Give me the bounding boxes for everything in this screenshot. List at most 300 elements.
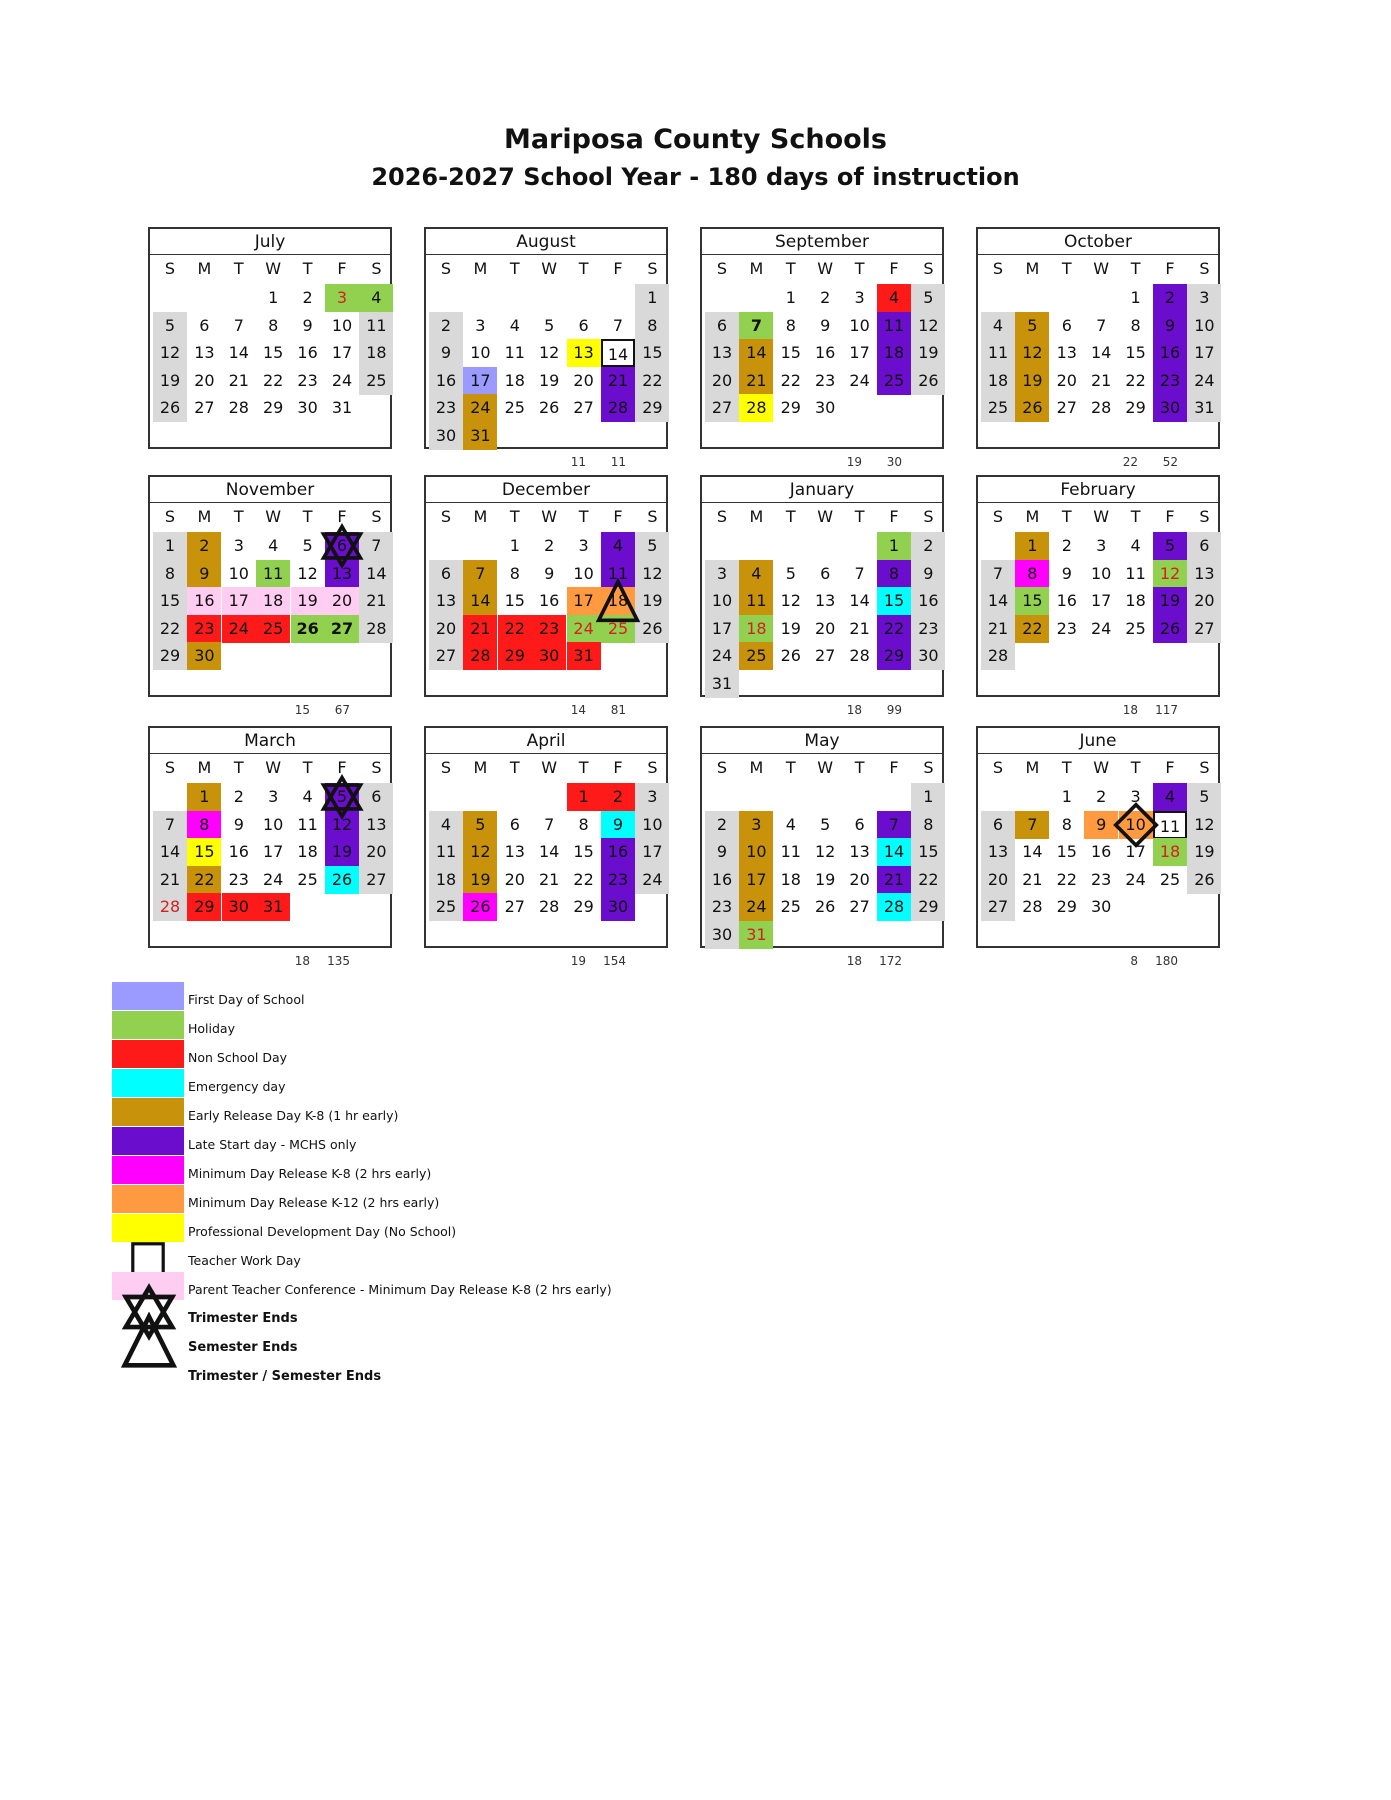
calendar-day: 20 xyxy=(1187,587,1221,615)
cumulative-instruction-days: 30 xyxy=(886,455,902,469)
calendar-day: 6 xyxy=(325,532,359,560)
calendar-day: 16 xyxy=(187,587,221,615)
calendar-day: 5 xyxy=(153,312,187,340)
calendar-day: 1 xyxy=(1061,787,1072,806)
month-name: March xyxy=(150,728,390,754)
month-june xyxy=(976,726,1220,948)
calendar-day: 5 xyxy=(544,315,555,335)
legend-swatch xyxy=(112,982,184,1010)
calendar-day: 7 xyxy=(544,814,555,834)
calendar-day: 22 xyxy=(911,866,945,894)
calendar-day: 7 xyxy=(153,811,187,839)
calendar-day: 22 xyxy=(780,370,801,390)
legend-swatch xyxy=(112,1098,184,1126)
weekday-header: F xyxy=(337,758,347,777)
calendar-day: 24 xyxy=(222,615,256,643)
weekday-header: S xyxy=(647,259,658,278)
calendar-day: 26 xyxy=(635,615,669,643)
calendar-day: 20 xyxy=(325,587,359,615)
calendar-day: 22 xyxy=(573,869,594,889)
calendar-day: 2 xyxy=(911,532,945,560)
weekday-header: S xyxy=(716,507,728,526)
calendar-day: 26 xyxy=(325,866,359,894)
calendar-day: 2 xyxy=(820,288,831,307)
calendar-day: 20 xyxy=(429,615,463,643)
weekday-header: T xyxy=(785,259,796,278)
calendar-day: 3 xyxy=(1187,284,1221,312)
calendar-day: 8 xyxy=(1061,814,1072,834)
calendar-day: 5 xyxy=(911,284,945,312)
calendar-day: 31 xyxy=(331,398,353,418)
weekday-header: M xyxy=(473,507,488,526)
month-november xyxy=(148,475,392,697)
calendar-day: 23 xyxy=(429,394,463,422)
calendar-day: 13 xyxy=(849,842,870,862)
month-instruction-days: 19 xyxy=(846,455,862,469)
calendar-day: 23 xyxy=(187,615,221,643)
calendar-day: 6 xyxy=(820,563,831,583)
calendar-day: 16 xyxy=(815,343,836,363)
calendar-day: 25 xyxy=(1159,869,1181,889)
cumulative-instruction-days: 81 xyxy=(610,703,626,717)
calendar-day: 30 xyxy=(1091,897,1112,917)
calendar-day: 17 xyxy=(1091,591,1112,611)
calendar-day: 23 xyxy=(911,615,945,643)
calendar-day: 6 xyxy=(705,312,739,340)
weekday-header: T xyxy=(578,758,589,777)
calendar-day: 2 xyxy=(544,536,555,555)
calendar-day: 28 xyxy=(1022,897,1043,917)
weekday-header: M xyxy=(1025,758,1040,777)
weekday-header: M xyxy=(197,259,212,278)
weekday-header: T xyxy=(509,758,520,777)
calendar-day: 8 xyxy=(153,560,187,588)
calendar-day: 3 xyxy=(1096,536,1107,555)
calendar-day: 4 xyxy=(268,536,279,555)
calendar-day: 28 xyxy=(153,893,187,921)
calendar-day: 15 xyxy=(877,587,911,615)
calendar-day: 18 xyxy=(504,370,525,390)
calendar-day: 24 xyxy=(567,615,601,643)
calendar-day: 17 xyxy=(1187,339,1221,367)
calendar-day: 27 xyxy=(325,615,359,643)
calendar-day: 3 xyxy=(1130,787,1141,806)
calendar-day: 26 xyxy=(463,893,497,921)
calendar-day: 3 xyxy=(578,536,589,555)
calendar-day: 27 xyxy=(981,893,1015,921)
calendar-day: 8 xyxy=(1015,560,1049,588)
calendar-day: 29 xyxy=(153,642,187,670)
weekday-header: T xyxy=(302,758,313,777)
calendar-day: 25 xyxy=(1125,618,1146,638)
calendar-day: 28 xyxy=(539,897,560,917)
calendar-day: 1 xyxy=(567,783,601,811)
weekday-header: S xyxy=(371,507,382,526)
calendar-day: 20 xyxy=(504,869,525,889)
legend-label: Minimum Day Release K-12 (2 hrs early) xyxy=(188,1195,440,1210)
calendar-day: 24 xyxy=(331,370,353,390)
calendar-day: 1 xyxy=(509,536,520,555)
calendar-day: 4 xyxy=(739,560,773,588)
calendar-day: 10 xyxy=(739,838,773,866)
calendar-day: 2 xyxy=(705,811,739,839)
calendar-day: 9 xyxy=(1061,563,1072,583)
calendar-day: 29 xyxy=(263,398,284,418)
calendar-day: 30 xyxy=(705,921,739,949)
weekday-header: W xyxy=(541,259,558,278)
calendar-day: 5 xyxy=(635,532,669,560)
calendar-day: 17 xyxy=(463,367,497,395)
calendar-day: 4 xyxy=(429,811,463,839)
weekday-header: S xyxy=(440,507,452,526)
calendar-day: 10 xyxy=(573,563,594,583)
month-january xyxy=(700,475,944,697)
calendar-day: 30 xyxy=(815,398,836,418)
calendar-day: 13 xyxy=(1187,560,1221,588)
calendar-day: 11 xyxy=(739,587,773,615)
weekday-header: S xyxy=(992,259,1004,278)
calendar-day: 13 xyxy=(359,811,393,839)
cumulative-instruction-days: 180 xyxy=(1155,954,1178,968)
calendar-day: 7 xyxy=(1015,811,1049,839)
weekday-header: T xyxy=(233,259,244,278)
calendar-day: 25 xyxy=(504,398,525,418)
weekday-header: F xyxy=(1165,507,1175,526)
weekday-header: W xyxy=(265,259,282,278)
month-instruction-days: 14 xyxy=(570,703,586,717)
calendar-day: 10 xyxy=(1119,811,1153,839)
calendar-day: 11 xyxy=(504,343,525,363)
calendar-day: 14 xyxy=(981,587,1015,615)
calendar-day: 9 xyxy=(601,811,635,839)
calendar-day: 24 xyxy=(463,394,497,422)
weekday-header: M xyxy=(197,758,212,777)
calendar-day: 28 xyxy=(463,642,497,670)
calendar-day: 27 xyxy=(1187,615,1221,643)
legend-label: First Day of School xyxy=(188,992,305,1007)
calendar-day: 16 xyxy=(297,343,318,363)
weekday-header: F xyxy=(613,758,623,777)
calendar-day: 7 xyxy=(981,560,1015,588)
weekday-header: W xyxy=(1093,507,1110,526)
calendar-day: 12 xyxy=(1187,811,1221,839)
calendar-day: 9 xyxy=(429,339,463,367)
legend-label: Minimum Day Release K-8 (2 hrs early) xyxy=(188,1166,432,1181)
calendar-day: 25 xyxy=(780,897,801,917)
calendar-day: 1 xyxy=(1130,288,1141,307)
legend-label: Early Release Day K-8 (1 hr early) xyxy=(188,1108,399,1123)
calendar-day: 24 xyxy=(705,642,739,670)
calendar-day: 11 xyxy=(1125,563,1146,583)
weekday-header: W xyxy=(817,507,834,526)
weekday-header: F xyxy=(889,259,899,278)
calendar-day: 21 xyxy=(981,615,1015,643)
calendar-day: 29 xyxy=(187,893,221,921)
calendar-day: 18 xyxy=(429,866,463,894)
calendar-day: 28 xyxy=(359,615,393,643)
calendar-day: 9 xyxy=(1153,312,1187,340)
calendar-day: 18 xyxy=(780,869,801,889)
calendar-day: 2 xyxy=(233,787,244,806)
weekday-header: T xyxy=(1130,259,1141,278)
weekday-header: F xyxy=(889,758,899,777)
legend-label: Holiday xyxy=(188,1021,235,1036)
cumulative-instruction-days: 117 xyxy=(1155,703,1178,717)
calendar-day: 6 xyxy=(199,315,210,335)
calendar-day: 10 xyxy=(635,811,669,839)
calendar-day: 27 xyxy=(504,897,525,917)
weekday-header: F xyxy=(889,507,899,526)
calendar-day: 6 xyxy=(578,315,589,335)
calendar-day: 19 xyxy=(539,370,560,390)
calendar-day: 9 xyxy=(302,315,313,335)
calendar-day: 24 xyxy=(635,866,669,894)
calendar-day: 12 xyxy=(635,560,669,588)
calendar-day: 22 xyxy=(635,367,669,395)
calendar-day: 17 xyxy=(849,343,870,363)
weekday-header: M xyxy=(1025,259,1040,278)
calendar-day: 1 xyxy=(635,284,669,312)
semester-end-icon xyxy=(120,1312,178,1370)
cumulative-instruction-days: 135 xyxy=(327,954,350,968)
calendar-day: 10 xyxy=(1187,312,1221,340)
calendar-day: 14 xyxy=(849,591,870,611)
calendar-day: 15 xyxy=(187,838,221,866)
month-name: September xyxy=(702,229,942,255)
weekday-header: S xyxy=(1199,507,1210,526)
calendar-day: 15 xyxy=(635,339,669,367)
calendar-day: 21 xyxy=(463,615,497,643)
calendar-day: 28 xyxy=(849,646,870,666)
calendar-day: 4 xyxy=(877,284,911,312)
calendar-day: 3 xyxy=(268,787,279,806)
calendar-day: 25 xyxy=(601,615,635,643)
legend-label: Trimester / Semester Ends xyxy=(188,1369,382,1384)
weekday-header: W xyxy=(541,507,558,526)
calendar-day: 9 xyxy=(187,560,221,588)
calendar-day: 20 xyxy=(705,367,739,395)
calendar-day: 20 xyxy=(849,869,870,889)
weekday-header: M xyxy=(1025,507,1040,526)
calendar-day: 16 xyxy=(601,838,635,866)
calendar-day: 29 xyxy=(877,642,911,670)
calendar-day: 4 xyxy=(601,532,635,560)
weekday-header: M xyxy=(749,507,764,526)
calendar-day: 12 xyxy=(1015,339,1049,367)
calendar-day: 26 xyxy=(815,897,836,917)
calendar-day: 23 xyxy=(1091,869,1112,889)
month-name: January xyxy=(702,477,942,503)
calendar-day: 16 xyxy=(1091,842,1112,862)
weekday-header: T xyxy=(854,259,865,278)
calendar-day: 1 xyxy=(877,532,911,560)
calendar-day: 19 xyxy=(815,869,836,889)
calendar-day: 6 xyxy=(854,814,865,834)
calendar-day: 16 xyxy=(911,587,945,615)
weekday-header: T xyxy=(785,758,796,777)
calendar-day: 11 xyxy=(981,339,1015,367)
calendar-day: 10 xyxy=(263,814,284,834)
legend-label: Parent Teacher Conference - Minimum Day Release K-8 (2 hrs early) xyxy=(188,1282,612,1297)
calendar-day: 25 xyxy=(739,642,773,670)
calendar-day: 14 xyxy=(877,838,911,866)
calendar-day: 9 xyxy=(820,315,831,335)
weekday-header: T xyxy=(578,259,589,278)
legend-swatch xyxy=(112,1156,184,1184)
calendar-day: 14 xyxy=(601,339,635,367)
calendar-day: 5 xyxy=(1153,532,1187,560)
calendar-day: 20 xyxy=(194,370,215,390)
weekday-header: S xyxy=(647,507,658,526)
calendar-day: 31 xyxy=(567,642,601,670)
calendar-day: 2 xyxy=(1096,787,1107,806)
calendar-day: 6 xyxy=(429,560,463,588)
calendar-day: 24 xyxy=(1125,869,1146,889)
calendar-day: 18 xyxy=(981,367,1015,395)
calendar-day: 18 xyxy=(739,615,773,643)
calendar-day: 2 xyxy=(187,532,221,560)
calendar-day: 28 xyxy=(1091,398,1112,418)
calendar-day: 11 xyxy=(256,560,290,588)
cumulative-instruction-days: 67 xyxy=(334,703,350,717)
month-july xyxy=(148,227,392,449)
calendar-day: 13 xyxy=(815,591,836,611)
calendar-day: 5 xyxy=(1015,312,1049,340)
calendar-day: 16 xyxy=(228,842,249,862)
calendar-day: 29 xyxy=(1056,897,1077,917)
calendar-day: 11 xyxy=(1153,811,1187,839)
calendar-day: 24 xyxy=(1187,367,1221,395)
calendar-day: 5 xyxy=(785,563,796,583)
weekday-header: S xyxy=(992,758,1004,777)
calendar-day: 17 xyxy=(263,842,284,862)
month-name: December xyxy=(426,477,666,503)
calendar-day: 20 xyxy=(573,370,594,390)
calendar-day: 21 xyxy=(359,587,393,615)
weekday-header: W xyxy=(541,758,558,777)
calendar-day: 15 xyxy=(573,842,594,862)
calendar-day: 31 xyxy=(1187,394,1221,422)
calendar-day: 17 xyxy=(739,866,773,894)
calendar-day: 8 xyxy=(785,315,796,335)
weekday-header: M xyxy=(749,758,764,777)
calendar-day: 21 xyxy=(153,866,187,894)
weekday-header: S xyxy=(440,758,452,777)
weekday-header: T xyxy=(1061,259,1072,278)
calendar-day: 13 xyxy=(1056,343,1077,363)
calendar-day: 28 xyxy=(601,394,635,422)
calendar-day: 19 xyxy=(1153,587,1187,615)
calendar-day: 27 xyxy=(815,646,836,666)
calendar-day: 5 xyxy=(463,811,497,839)
calendar-day: 7 xyxy=(463,560,497,588)
month-instruction-days: 19 xyxy=(570,954,586,968)
calendar-day: 23 xyxy=(532,615,566,643)
calendar-day: 21 xyxy=(1091,370,1112,390)
calendar-day: 14 xyxy=(739,339,773,367)
weekday-header: S xyxy=(371,758,382,777)
calendar-day: 3 xyxy=(475,315,486,335)
weekday-header: M xyxy=(473,259,488,278)
calendar-day: 23 xyxy=(1056,618,1077,638)
calendar-day: 30 xyxy=(429,422,463,450)
weekday-header: W xyxy=(817,259,834,278)
weekday-header: M xyxy=(197,507,212,526)
calendar-day: 8 xyxy=(187,811,221,839)
month-instruction-days: 8 xyxy=(1130,954,1138,968)
calendar-day: 23 xyxy=(705,893,739,921)
calendar-day: 13 xyxy=(504,842,525,862)
calendar-day: 3 xyxy=(233,536,244,555)
calendar-day: 12 xyxy=(911,312,945,340)
calendar-day: 11 xyxy=(601,560,635,588)
calendar-day: 25 xyxy=(981,394,1015,422)
weekday-header: S xyxy=(716,259,728,278)
legend-swatch xyxy=(112,1040,184,1068)
calendar-day: 12 xyxy=(463,838,497,866)
calendar-day: 30 xyxy=(1153,394,1187,422)
calendar-day: 19 xyxy=(1015,367,1049,395)
calendar-day: 26 xyxy=(911,367,945,395)
legend-label: Trimester Ends xyxy=(188,1311,298,1326)
weekday-header: T xyxy=(302,259,313,278)
month-may xyxy=(700,726,944,948)
calendar-day: 27 xyxy=(849,897,870,917)
calendar-day: 8 xyxy=(268,315,279,335)
weekday-header: S xyxy=(440,259,452,278)
weekday-header: F xyxy=(1165,259,1175,278)
legend-label: Semester Ends xyxy=(188,1340,298,1355)
calendar-day: 14 xyxy=(1022,842,1043,862)
calendar-day: 19 xyxy=(325,838,359,866)
weekday-header: F xyxy=(613,507,623,526)
calendar-day: 13 xyxy=(325,560,359,588)
weekday-header: T xyxy=(854,758,865,777)
month-name: May xyxy=(702,728,942,754)
calendar-day: 25 xyxy=(877,367,911,395)
month-march xyxy=(148,726,392,948)
weekday-header: S xyxy=(1199,259,1210,278)
month-august xyxy=(424,227,668,449)
calendar-day: 14 xyxy=(153,838,187,866)
calendar-day: 29 xyxy=(911,893,945,921)
weekday-header: S xyxy=(647,758,658,777)
month-february xyxy=(976,475,1220,697)
page-title: Mariposa County Schools xyxy=(503,124,888,155)
calendar-day: 6 xyxy=(981,811,1015,839)
calendar-day: 10 xyxy=(228,563,249,583)
weekday-header: F xyxy=(337,507,347,526)
calendar-day: 22 xyxy=(187,866,221,894)
page-subtitle: 2026-2027 School Year - 180 days of instruction xyxy=(371,163,1020,191)
calendar-day: 3 xyxy=(854,288,865,307)
calendar-day: 28 xyxy=(739,394,773,422)
calendar-day: 27 xyxy=(705,394,739,422)
legend-label: Emergency day xyxy=(188,1079,286,1094)
weekday-header: T xyxy=(509,507,520,526)
calendar-day: 26 xyxy=(780,646,801,666)
calendar-day: 19 xyxy=(291,587,325,615)
calendar-day: 22 xyxy=(877,615,911,643)
calendar-day: 14 xyxy=(539,842,560,862)
calendar-day: 4 xyxy=(302,787,313,806)
legend-swatch xyxy=(112,1069,184,1097)
calendar-day: 1 xyxy=(1015,532,1049,560)
calendar-day: 5 xyxy=(325,783,359,811)
calendar-day: 22 xyxy=(1015,615,1049,643)
calendar-day: 11 xyxy=(780,842,801,862)
weekday-header: F xyxy=(337,259,347,278)
